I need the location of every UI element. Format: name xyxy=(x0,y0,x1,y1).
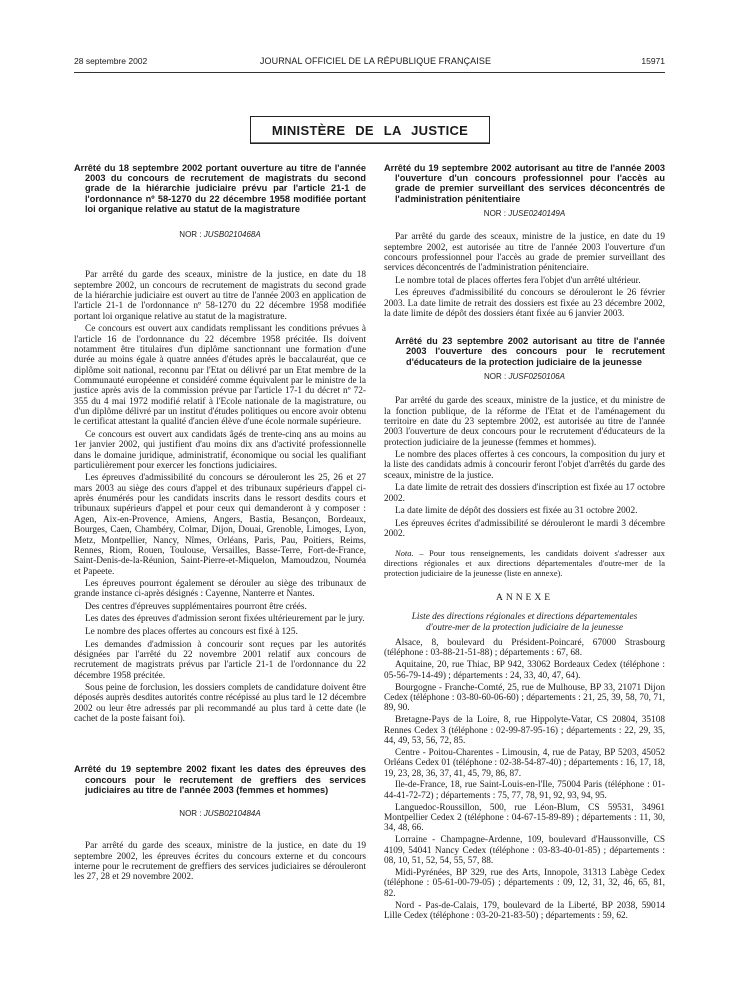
paragraph: Les épreuves d'admissibilité du concours se dérouleront les 25, 26 et 27 mars 2003 au siège des cours d'appel et des tribunaux supérieurs d'appel ci-après énumérés pour les candidats inscrits dans le ressort desdits cours et tribunaux supérieurs d'appel et pour ceux qui demanderont à y composer : Agen, Aix-en-Provence, Amiens, Angers, Bastia, Besançon, Bordeaux, Bourges, Caen, Chambéry, Colmar, Dijon, Douai, Grenoble, Limoges, Lyon, Metz, Montpellier, Nancy, Nîmes, Orléans, Paris, Pau, Poitiers, Reims, Rennes, Riom, Rouen, Toulouse, Versailles, Basse-Terre, Fort-de-France, Saint-Denis-de-la-Réunion, Saint-Pierre-et-Miquelon, Mamoudzou, Nouméa et Papeete. xyxy=(74,473,366,577)
address-entry: Alsace, 8, boulevard du Président-Poincaré, 67000 Strasbourg (téléphone : 03-88-21-51-88) ; départements : 67, 68. xyxy=(384,638,665,659)
ministry-title: MINISTÈRE DE LA JUSTICE xyxy=(271,122,469,138)
nor-code: JUSB0210468A xyxy=(203,230,261,240)
right-column xyxy=(384,163,665,923)
nota-note xyxy=(384,549,665,578)
address-entry: Centre - Poitou-Charentes - Limousin, 4, rue de Patay, BP 5203, 45052 Orléans Cedex 01 (téléphone : 02-38-54-87-40) ; départements : 16, 17, 18, 19, 23, 28, 36, 37, 41, 45, 79, 86, 87. xyxy=(384,747,665,779)
nor-reference xyxy=(384,372,665,382)
paragraph: La date limite de retrait des dossiers d'inscription est fixée au 17 octobre 2002. xyxy=(384,483,665,504)
paragraph: Les épreuves pourront également se dérouler au siège des tribunaux de grande instance ci-après désignés : Cayenne, Nanterre et Nantes. xyxy=(74,579,366,600)
paragraph: Le nombre des places offertes au concours est fixé à 125. xyxy=(85,627,298,638)
paragraph: Les épreuves écrites d'admissibilité se dérouleront le mardi 3 décembre 2002. xyxy=(384,518,665,540)
paragraph: Les épreuves d'admissibilité du concours se dérouleront le 26 février 2003. La date limite de retrait des dossiers est fixée au 23 décembre 2002, la date limite de dépôt des dossiers étant fixée au 6 janvier 2003. xyxy=(384,288,665,319)
paragraph: Par arrêté du garde des sceaux, ministre de la justice, en date du 19 septembre 2002, est autorisée au titre de l'année 2003 l'ouverture d'un concours professionnel pour l'accès au grade de premier surveillant des services déconcentrés de l'administration pénitenciaire. xyxy=(384,232,665,274)
article-educateurs xyxy=(384,336,665,579)
article-title: Arrêté du 23 septembre 2002 autorisant au titre de l'année 2003 l'ouverture des concours pour le recrutement d'éducateurs de la protection judiciaire de la jeunesse xyxy=(395,336,665,367)
address-entry: Aquitaine, 20, rue Thiac, BP 942, 33062 Bordeaux Cedex (téléphone : 05-56-79-14-49) ; départements : 24, 33, 40, 47, 64). xyxy=(384,660,665,681)
article-greffiers xyxy=(74,764,366,882)
nor-reference xyxy=(384,209,665,219)
nor-code: JUSB0210484A xyxy=(203,809,261,819)
paragraph: Sous peine de forclusion, les dossiers complets de candidature doivent être déposés auprès desdites autorités contre récépissé au plus tard le 12 décembre 2002 ou leur être adressés par pli recommandé au plus tard à cette date (le cachet de la poste faisant foi). xyxy=(74,683,366,725)
nor-reference xyxy=(74,809,366,819)
paragraph: Par arrêté du garde des sceaux, ministre de la justice, et du ministre de la fonction publique, de la réforme de l'Etat et de l'aménagement du territoire en date du 23 septembre 2002, est autorisée au titre de l'année 2003 l'ouverture de deux concours pour le recrutement d'éducateurs de la protection judiciaire de la jeunesse (femmes et hommes). xyxy=(384,396,665,448)
address-entry: Midi-Pyrénées, BP 329, rue des Arts, Innopole, 31313 Labège Cedex (téléphone : 05-61-00-79-05) ; départements : 09, 12, 31, 32, 46, 65, 81, 82. xyxy=(384,867,665,899)
address-entry: Bretagne-Pays de la Loire, 8, rue Hippolyte-Vatar, CS 20804, 35108 Rennes Cedex 3 (téléphone : 02-99-87-95-16) ; départements : 22, 29, 35, 44, 49, 53, 56, 72, 85. xyxy=(384,715,665,746)
header-date: 28 septembre 2002 xyxy=(74,56,148,66)
ministry-heading-box xyxy=(250,116,490,144)
nor-label: NOR : xyxy=(484,371,507,381)
address-entry: Nord - Pas-de-Calais, 179, boulevard de la Liberté, BP 2038, 59014 Lille Cedex (téléphone : 03-20-21-83-50) ; départements : 59, 62. xyxy=(384,900,665,921)
paragraph: Ce concours est ouvert aux candidats remplissant les conditions prévues à l'article 16 de l'ordonnance du 22 décembre 1958 précitée. Ils doivent notamment être titulaires d'un diplôme sanctionnant une formation d'une durée au moins égale à quatre années d'études après le baccalauréat, que ce diplôme soit national, reconnu par l'Etat ou délivré par un Etat membre de la Communauté européenne et considéré comme équivalent par le ministre de la justice après avis de la commission prévue par l'article 17-1 du décret nº 72-355 du 4 mai 1972 modifié relatif à l'Ecole nationale de la magistrature, ou d'un diplôme délivré par un institut d'études politiques ou encore avoir obtenu le certificat attestant la qualité d'ancien élève d'une école normale supérieure. xyxy=(74,324,366,428)
nor-label: NOR : xyxy=(179,230,202,240)
annexe-subtitle: Liste des directions régionales et directions départementales d'outre-mer de la protection judiciaire de la jeunesse xyxy=(411,612,638,633)
paragraph: Le nombre total de places offertes fera l'objet d'un arrêté ultérieur. xyxy=(395,275,641,286)
article-title: Arrêté du 19 septembre 2002 fixant les dates des épreuves des concours pour le recrutement de greffiers des services judiciaires au titre de l'année 2003 (femmes et hommes) xyxy=(74,764,366,795)
nor-code: JUSF0250106A xyxy=(508,371,565,381)
paragraph: Les dates des épreuves d'admission seront fixées ultérieurement par le jury. xyxy=(85,614,365,625)
page-header xyxy=(0,0,751,80)
nor-reference xyxy=(74,230,366,240)
article-title: Arrêté du 19 septembre 2002 autorisant au titre de l'année 2003 l'ouverture d'un concours professionnel pour l'accès au grade de premier surveillant des services déconcentrés de l'administration pénitentiaire xyxy=(384,163,665,204)
article-magistrats xyxy=(74,163,366,724)
address-entry: Languedoc-Roussillon, 500, rue Léon-Blum, CS 59531, 34961 Montpellier Cedex 2 (téléphone : 04-67-15-89-89) ; départements : 11, 30, 34, 48, 66. xyxy=(384,802,665,834)
nota-text: – Pour tous renseignements, les candidats doivent s'adresser aux directions régionales et aux directions départementales d'outre-mer de la protection judiciaire de la jeunesse (liste en annexe). xyxy=(384,548,665,579)
left-column xyxy=(74,163,366,885)
address-entry: Lorraine - Champagne-Ardenne, 109, boulevard d'Haussonville, CS 4109, 54041 Nancy Cedex (téléphone : 03-83-40-01-85) ; départements : 08, 10, 51, 52, 54, 55, 57, 88. xyxy=(384,835,665,867)
journal-title: JOURNAL OFFICIEL DE LA RÉPUBLIQUE FRANÇAISE xyxy=(259,56,492,66)
article-title: Arrêté du 18 septembre 2002 portant ouverture au titre de l'année 2003 du concours de recrutement de magistrats du second grade de la hiérarchie judiciaire prévu par l'article 21-1 de l'ordonnance nº 58-1270 du 22 décembre 1958 modifiée portant loi organique relative au statut de la magistrature xyxy=(74,163,366,214)
nor-code: JUSE0240149A xyxy=(508,208,566,218)
paragraph: Le nombre des places offertes à ces concours, la composition du jury et la liste des candidats admis à concourir feront l'objet d'arrêtés du garde des sceaux, ministre de la justice. xyxy=(384,450,665,481)
paragraph: Par arrêté du garde des sceaux, ministre de la justice, en date du 19 septembre 2002, les épreuves écrites du concours externe et du concours interne pour le recrutement de greffiers des services judiciaires se dérouleront les 27, 28 et 29 novembre 2002. xyxy=(74,841,366,883)
nor-label: NOR : xyxy=(483,208,507,218)
annexe-heading: ANNEXE xyxy=(495,592,554,603)
paragraph: Des centres d'épreuves supplémentaires pourront être créés. xyxy=(85,601,307,612)
annexe xyxy=(384,593,665,921)
paragraph: Les demandes d'admission à concourir sont reçues par les autorités désignées par l'arrêté du 22 novembre 2001 relatif aux concours de recrutement de magistrats prévus par l'article 21-1 de l'ordonnance du 22 décembre 1958 précitée. xyxy=(74,639,366,681)
address-entry: Bourgogne - Franche-Comté, 25, rue de Mulhouse, BP 33, 21071 Dijon Cedex (téléphone : 03-80-60-06-60) ; départements : 21, 25, 39, 58, 70, 71, 89, 90. xyxy=(384,682,665,714)
paragraph: La date limite de dépôt des dossiers est fixée au 31 octobre 2002. xyxy=(395,506,638,517)
article-surveillant xyxy=(384,163,665,319)
nota-label: Nota. xyxy=(395,548,414,559)
header-rule xyxy=(74,72,665,73)
paragraph: Par arrêté du garde des sceaux, ministre de la justice, en date du 18 septembre 2002, un concours de recrutement de magistrats du second grade de la hiérarchie judiciaire est ouvert au titre de l'année 2003 en application de l'article 21-1 de l'ordonnance nº 58-1270 du 22 décembre 1958 modifiée portant loi organique relative au statut de la magistrature. xyxy=(74,270,366,322)
address-entry: Ile-de-France, 18, rue Saint-Louis-en-l'Ile, 75004 Paris (téléphone : 01-44-41-72-72) ; départements : 75, 77, 78, 91, 92, 93, 94, 95. xyxy=(384,780,665,801)
page-number: 15971 xyxy=(641,56,665,66)
paragraph: Ce concours est ouvert aux candidats âgés de trente-cinq ans au moins au 1er janvier 2002, qui justifient d'au moins dix ans d'activité professionnelle dans le domaine juridique, administratif, économique ou social les qualifiant particulièrement pour exercer les fonctions judiciaires. xyxy=(74,429,366,471)
nor-label: NOR : xyxy=(179,809,202,819)
